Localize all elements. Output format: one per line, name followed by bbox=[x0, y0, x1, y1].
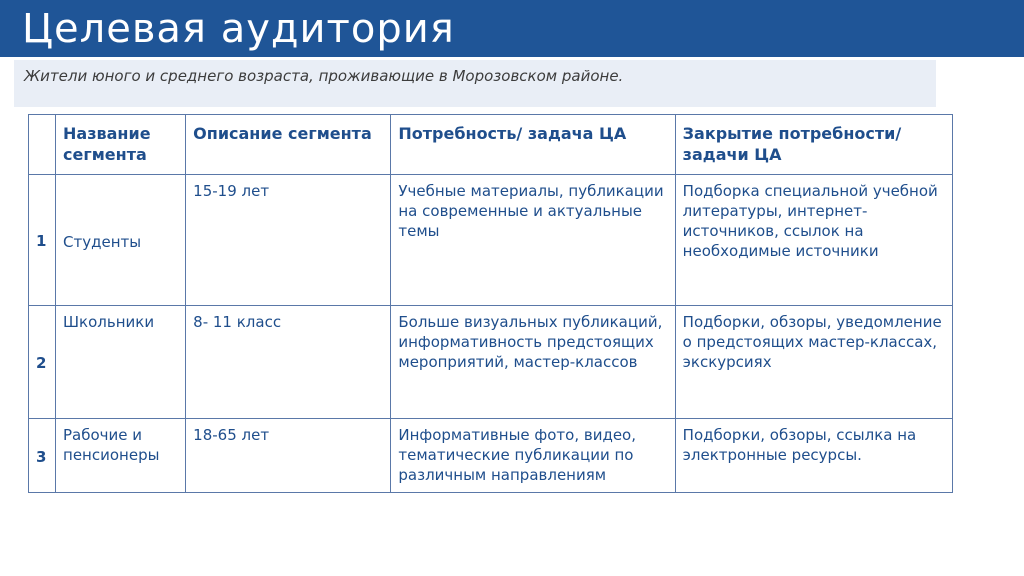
title-bar bbox=[0, 0, 1024, 57]
segment-name: Школьники bbox=[56, 306, 186, 419]
table-header-row bbox=[29, 115, 953, 175]
row-number: 3 bbox=[29, 419, 56, 493]
segment-name: Рабочие и пенсионеры bbox=[56, 419, 186, 493]
header-segment-name: Название сегмента bbox=[56, 115, 186, 175]
segment-description: 15-19 лет bbox=[186, 175, 391, 306]
header-num bbox=[29, 115, 56, 175]
row-number: 1 bbox=[29, 175, 56, 306]
table-row bbox=[29, 419, 953, 493]
segment-description: 18-65 лет bbox=[186, 419, 391, 493]
row-number: 2 bbox=[29, 306, 56, 419]
header-segment-description: Описание сегмента bbox=[186, 115, 391, 175]
segment-need: Информативные фото, видео, тематические публикации по различным направлениям bbox=[391, 419, 675, 493]
page-title: Целевая аудитория bbox=[22, 6, 455, 52]
header-closure: Закрытие потребности/ задачи ЦА bbox=[675, 115, 952, 175]
table-row bbox=[29, 175, 953, 306]
header-need: Потребность/ задача ЦА bbox=[391, 115, 675, 175]
segment-name: Студенты bbox=[56, 175, 186, 306]
subtitle-text: Жители юного и среднего возраста, проживающие в Морозовском районе. bbox=[24, 67, 624, 85]
subtitle-box bbox=[14, 60, 936, 107]
segments-table bbox=[28, 114, 953, 493]
segment-description: 8- 11 класс bbox=[186, 306, 391, 419]
segment-closure: Подборка специальной учебной литературы, интернет-источников, ссылок на необходимые источники bbox=[675, 175, 952, 306]
segment-need: Больше визуальных публикаций, информативность предстоящих мероприятий, мастер-классов bbox=[391, 306, 675, 419]
segment-closure: Подборки, обзоры, ссылка на электронные ресурсы. bbox=[675, 419, 952, 493]
segment-closure: Подборки, обзоры, уведомление о предстоящих мастер-классах, экскурсиях bbox=[675, 306, 952, 419]
table-row bbox=[29, 306, 953, 419]
segment-need: Учебные материалы, публикации на современные и актуальные темы bbox=[391, 175, 675, 306]
